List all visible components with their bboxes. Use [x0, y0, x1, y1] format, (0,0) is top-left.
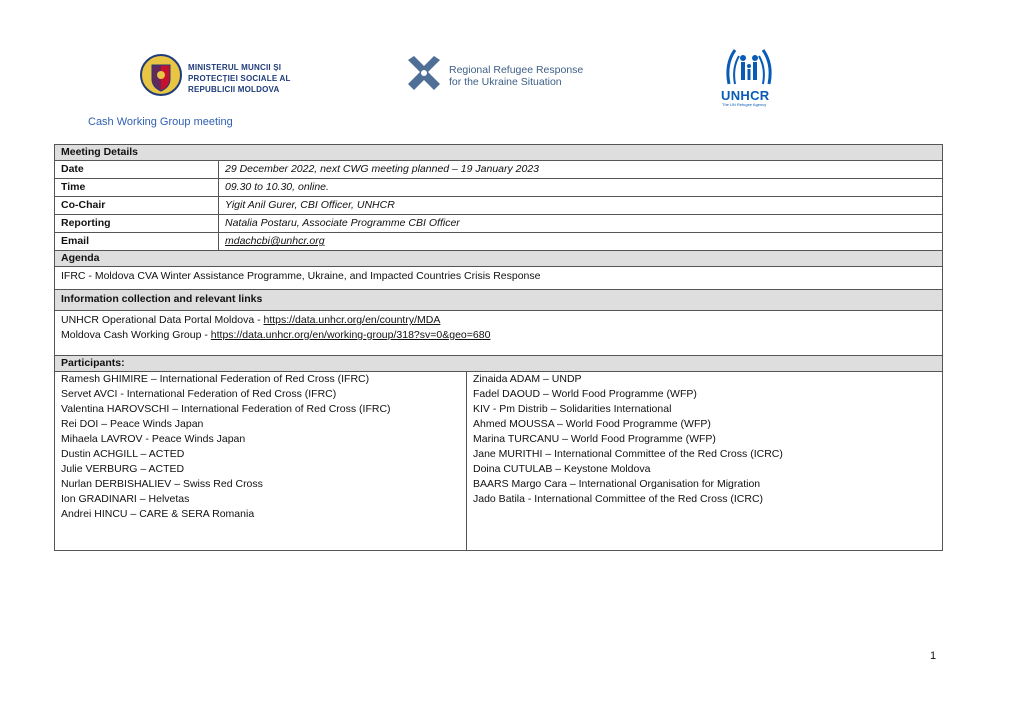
participant-item: Andrei HINCU – CARE & SERA Romania [61, 508, 255, 520]
ministry-logo-line: PROTECȚIEI SOCIALE AL [188, 74, 291, 83]
participant-item: Rei DOI – Peace Winds Japan [61, 418, 204, 430]
participant-item: Mihaela LAVROV - Peace Winds Japan [61, 433, 246, 445]
unhcr-tagline: The UN Refugee Agency [722, 102, 767, 107]
email-cell [219, 233, 943, 251]
rrr-logo-line: Regional Refugee Response [449, 64, 584, 76]
participant-item: Marina TURCANU – World Food Programme (WFP) [473, 433, 716, 445]
moldova-coat-of-arms-icon [140, 51, 182, 99]
link-line [61, 328, 936, 343]
rrr-cross-icon [404, 54, 444, 96]
regional-refugee-response-logo [404, 54, 604, 96]
detail-label: Reporting [55, 215, 219, 233]
detail-value: Natalia Postaru, Associate Programme CBI Officer [219, 215, 943, 233]
detail-label: Co-Chair [55, 197, 219, 215]
unhcr-family-icon [723, 44, 775, 88]
participants-row [55, 372, 943, 551]
participant-item: Ramesh GHIMIRE – International Federation of Red Cross (IFRC) [61, 373, 370, 385]
participant-item: Jado Batila - International Committee of the Red Cross (ICRC) [473, 493, 764, 505]
ministry-logo-line: MINISTERUL MUNCII ȘI [188, 63, 282, 72]
detail-row-email [55, 233, 943, 251]
meeting-details-header-row [55, 145, 943, 161]
page-number: 1 [930, 650, 937, 662]
detail-value: 09.30 to 10.30, online. [219, 179, 943, 197]
detail-row-co-chair [55, 197, 943, 215]
meeting-table [54, 144, 943, 551]
participant-item: Fadel DAOUD – World Food Programme (WFP) [473, 388, 697, 400]
link-line [61, 313, 936, 328]
agenda-row [55, 267, 943, 290]
ministry-logo-line: REPUBLICII MOLDOVA [188, 85, 280, 94]
participants-right-cell [467, 372, 943, 551]
participant-item: Julie VERBURG – ACTED [61, 463, 185, 475]
participant-item: Nurlan DERBISHALIEV – Swiss Red Cross [61, 478, 263, 490]
participants-left-cell [55, 372, 467, 551]
email-link[interactable]: mdachcbi@unhcr.org [225, 235, 325, 247]
participant-item: Jane MURITHI – International Committee of the Red Cross (ICRC) [473, 448, 783, 460]
participant-item: Doina CUTULAB – Keystone Moldova [473, 463, 651, 475]
ministry-logo [138, 50, 298, 100]
participant-item: Dustin ACHGILL – ACTED [61, 448, 185, 460]
data-portal-link[interactable]: https://data.unhcr.org/en/country/MDA [263, 314, 441, 326]
participant-item: KIV - Pm Distrib – Solidarities International [473, 403, 672, 415]
rrr-logo-line: for the Ukraine Situation [449, 76, 562, 88]
agenda-text: IFRC - Moldova CVA Winter Assistance Programme, Ukraine, and Impacted Countries Crisis Response [55, 267, 943, 290]
links-row [55, 311, 943, 356]
participants-header-row [55, 356, 943, 372]
info-header-row [55, 290, 943, 311]
participant-item: Zinaida ADAM – UNDP [473, 373, 582, 385]
unhcr-wordmark: UNHCR [721, 88, 770, 103]
document-title: Cash Working Group meeting [88, 116, 233, 128]
detail-row-time [55, 179, 943, 197]
participant-item: BAARS Margo Cara – International Organisation for Migration [473, 478, 761, 490]
participant-item: Ahmed MOUSSA – World Food Programme (WFP) [473, 418, 711, 430]
meeting-details-header: Meeting Details [55, 145, 943, 161]
detail-value: Yigit Anil Gurer, CBI Officer, UNHCR [219, 197, 943, 215]
info-header: Information collection and relevant links [55, 290, 943, 311]
detail-value: 29 December 2022, next CWG meeting planned – 19 January 2023 [219, 161, 943, 179]
detail-row-reporting [55, 215, 943, 233]
detail-label: Email [55, 233, 219, 251]
agenda-header: Agenda [55, 251, 943, 267]
detail-label: Time [55, 179, 219, 197]
participant-item: Ion GRADINARI – Helvetas [61, 493, 190, 505]
participants-header: Participants: [55, 356, 943, 372]
links-cell [55, 311, 943, 356]
detail-row-date [55, 161, 943, 179]
agenda-header-row [55, 251, 943, 267]
unhcr-logo [719, 44, 779, 106]
detail-label: Date [55, 161, 219, 179]
link-prefix: UNHCR Operational Data Portal Moldova - [61, 314, 264, 326]
participant-item: Servet AVCI - International Federation of Red Cross (IFRC) [61, 388, 337, 400]
link-prefix: Moldova Cash Working Group - [61, 329, 211, 341]
participant-item: Valentina HAROVSCHI – International Federation of Red Cross (IFRC) [61, 403, 391, 415]
working-group-link[interactable]: https://data.unhcr.org/en/working-group/318?sv=0&geo=680 [210, 329, 491, 341]
